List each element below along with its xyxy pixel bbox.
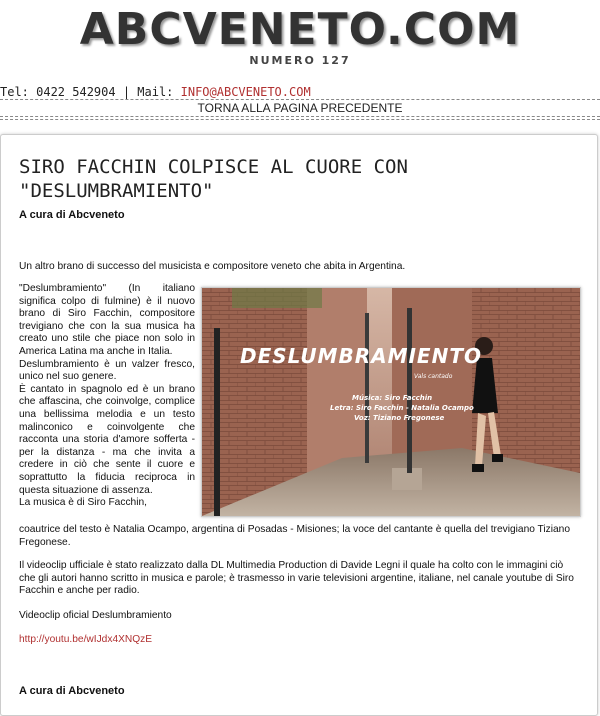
video-label: Videoclip oficial Deslumbramiento xyxy=(19,610,172,621)
article-photo xyxy=(201,287,581,517)
article-byline: A cura di Abcveneto xyxy=(19,209,125,221)
credit-lyrics: Letra: Siro Facchin - Natalia Ocampo xyxy=(330,404,474,412)
divider xyxy=(0,116,600,117)
paragraph: La musica è di Siro Facchin, xyxy=(19,497,147,509)
credit-voice: Voz: Tiziano Fregonese xyxy=(354,414,445,422)
back-link-bar xyxy=(0,101,600,115)
paragraph: Deslumbramiento è un valzer fresco, unico nel suo genere. xyxy=(19,358,195,383)
article-card xyxy=(0,134,598,716)
paragraph: "Deslumbramiento" (In italiano significa colpo di fulmine) è il nuovo brano di Siro Facchin, compositore trevigiano che con la sua musica ha creato uno stile che piace non solo in America Latina ma anche in Italia. xyxy=(19,283,195,357)
tel-label: Tel: 0422 542904 | Mail: xyxy=(0,85,174,99)
article-byline-bottom: A cura di Abcveneto xyxy=(19,685,125,697)
article-intro: Un altro brano di successo del musicista e compositore veneto che abita in Argentina. xyxy=(19,261,406,272)
mail-link[interactable]: INFO@ABCVENETO.COM xyxy=(180,85,311,99)
back-link[interactable]: TORNA ALLA PAGINA PRECEDENTE xyxy=(197,101,403,115)
paragraph: È cantato in spagnolo ed è un brano che affascina, che coinvolge, complice una bellissima melodia e un testo malinconico e coinvolgente che racconta una storia d'amore sofferta - per la distanza - ma che invita a credere in ciò che sente il cuore e soprattutto la fiducia reciproca in questa situazione di assenza. xyxy=(19,383,195,496)
paragraph-video: Il videoclip ufficiale è stato realizzato dalla DL Multimedia Production di Davide Legni il quale ha colto con le immagini ciò che gli autori hanno scritto in musica e parole; è trasmesso in varie televisioni argentine, italiane, nel canale youtube di Siro Facchin e anche per radio. xyxy=(19,560,574,597)
contact-bar xyxy=(0,85,311,99)
article-title: SIRO FACCHIN COLPISCE AL CUORE CON "DESLUMBRAMIENTO" xyxy=(19,156,408,202)
credit-music: Música: Siro Facchin xyxy=(352,394,433,402)
divider xyxy=(0,119,600,120)
photo-subtitle: Vals cantado xyxy=(414,373,453,380)
paragraph-continuation: coautrice del testo è Natalia Ocampo, argentina di Posadas - Misiones; la voce del cantante è quella del trevigiano Tiziano Fregonese. xyxy=(19,524,571,548)
video-link[interactable]: http://youtu.be/wIJdx4XNQzE xyxy=(19,634,153,645)
site-title[interactable]: ABCVENETO.COM xyxy=(79,4,521,55)
left-column xyxy=(19,283,195,510)
photo-title: DESLUMBRAMIENTO xyxy=(240,344,482,368)
divider xyxy=(0,99,600,100)
masthead xyxy=(0,0,600,80)
issue-number: NUMERO 127 xyxy=(249,54,351,67)
photo-illustration xyxy=(202,288,580,516)
